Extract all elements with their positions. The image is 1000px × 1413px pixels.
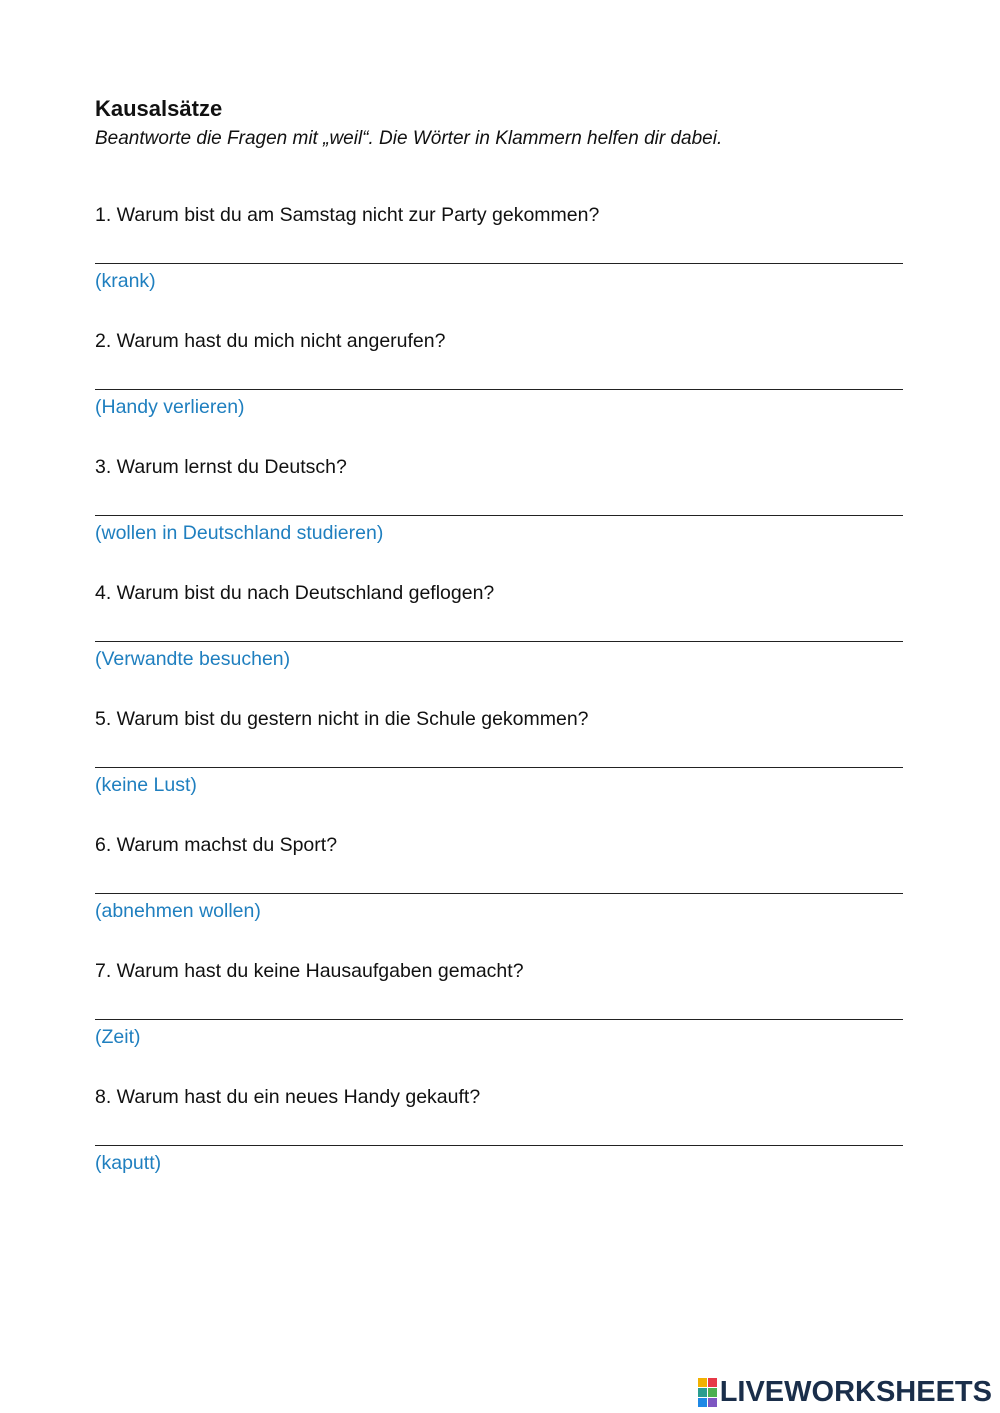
hint-text: (wollen in Deutschland studieren) xyxy=(95,522,384,544)
question-text: 6. Warum machst du Sport? xyxy=(95,834,338,856)
question-item xyxy=(95,329,903,439)
question-text: 1. Warum bist du am Samstag nicht zur Party gekommen? xyxy=(95,204,600,226)
question-item xyxy=(95,581,903,691)
question-item xyxy=(95,959,903,1069)
hint-text: (abnehmen wollen) xyxy=(95,900,261,922)
liveworksheets-logo[interactable] xyxy=(698,1377,992,1407)
question-item xyxy=(95,707,903,817)
hint-text: (Verwandte besuchen) xyxy=(95,648,291,670)
liveworksheets-logo-icon xyxy=(698,1378,717,1407)
worksheet-instructions: Beantworte die Fragen mit „weil“. Die Wörter in Klammern helfen dir dabei. xyxy=(95,128,723,149)
hint-text: (keine Lust) xyxy=(95,774,197,796)
question-text: 7. Warum hast du keine Hausaufgaben gemacht? xyxy=(95,960,524,982)
answer-line[interactable] xyxy=(95,893,903,894)
hint-text: (Zeit) xyxy=(95,1026,141,1048)
question-item xyxy=(95,1085,903,1195)
worksheet-page xyxy=(95,0,903,1413)
question-item xyxy=(95,455,903,565)
answer-line[interactable] xyxy=(95,515,903,516)
logo-text: LIVEWORKSHEETS xyxy=(719,1376,992,1408)
question-item xyxy=(95,833,903,943)
logo-tile-icon xyxy=(708,1398,717,1407)
question-item xyxy=(95,203,903,313)
answer-line[interactable] xyxy=(95,263,903,264)
logo-tile-icon xyxy=(708,1388,717,1397)
question-text: 4. Warum bist du nach Deutschland geflogen? xyxy=(95,582,495,604)
question-text: 5. Warum bist du gestern nicht in die Schule gekommen? xyxy=(95,708,589,730)
question-text: 2. Warum hast du mich nicht angerufen? xyxy=(95,330,446,352)
logo-tile-icon xyxy=(698,1388,707,1397)
question-text: 3. Warum lernst du Deutsch? xyxy=(95,456,347,478)
hint-text: (Handy verlieren) xyxy=(95,396,245,418)
question-text: 8. Warum hast du ein neues Handy gekauft? xyxy=(95,1086,481,1108)
logo-tile-icon xyxy=(698,1398,707,1407)
logo-tile-icon xyxy=(698,1378,707,1387)
worksheet-title: Kausalsätze xyxy=(95,96,223,121)
answer-line[interactable] xyxy=(95,1019,903,1020)
answer-line[interactable] xyxy=(95,641,903,642)
answer-line[interactable] xyxy=(95,767,903,768)
hint-text: (kaputt) xyxy=(95,1152,162,1174)
answer-line[interactable] xyxy=(95,389,903,390)
answer-line[interactable] xyxy=(95,1145,903,1146)
logo-tile-icon xyxy=(708,1378,717,1387)
hint-text: (krank) xyxy=(95,270,156,292)
